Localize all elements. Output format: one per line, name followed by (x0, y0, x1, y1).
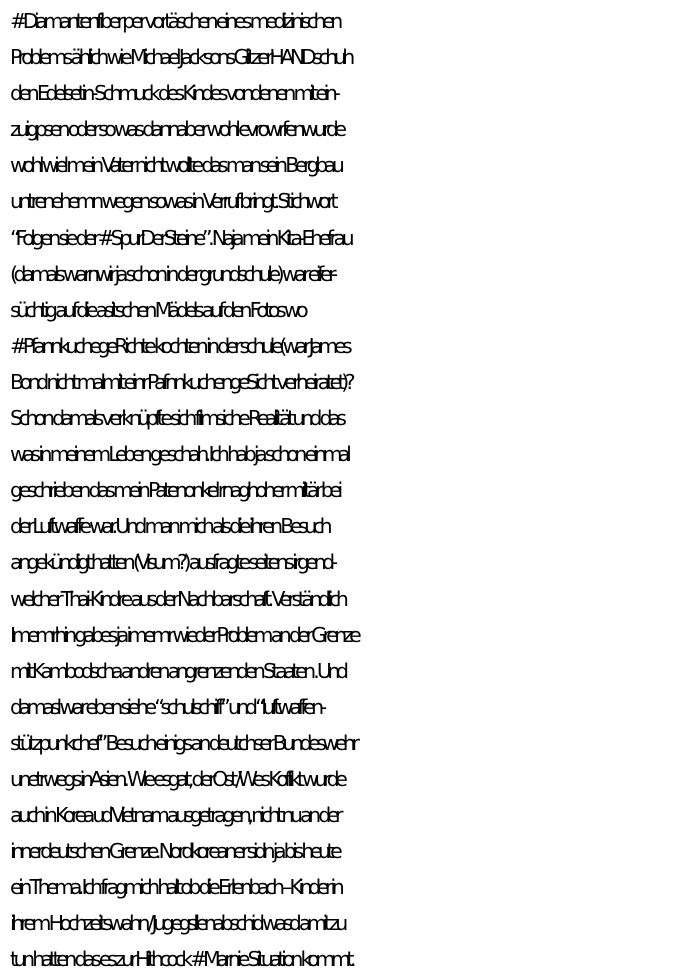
text-line: #Diamantenfiber per vortäschen eines medizinischen (10, 9, 339, 33)
text-line: was in meinem Leben geschah. Ich hab ja schon einmal (10, 442, 348, 467)
text-line: Imemrhin gabes ja imemr wieder Problem an der Grenze (10, 622, 358, 647)
text-line: auch in Korea ud Vietnam ausgetragen, nicht nu an der (10, 803, 339, 828)
text-line: zuigpsen oder so was dannaber wohl evrowrfenwurde (10, 117, 343, 142)
text-line: unetrwegs inAsien. Wie esgat, derOst /Wes Koflikt wurde (10, 766, 344, 791)
text-line: ihrem Hochzeitswahn / Jugegsllenabschid wasd amit zu (10, 911, 344, 936)
text-line: tun hatten das es zur Hithcock #Marnie Situation kommt. (10, 947, 353, 972)
text-line: (damals warnwir ja schon in der grundschule) war eifer- (10, 261, 334, 286)
text-line: der Luftwaffe war. Und man mich als die ihren Besuch (10, 514, 329, 539)
text-line: Problems ählich wie Michael Jacksons GlitzerHANDschuh (10, 45, 351, 70)
text-line: süchtig auf die asitschen Mädels auf den Fotos wo (10, 297, 305, 322)
text-line: welcher Thai-Kindre aus der Nachbarschaft. Verständlich (10, 586, 345, 611)
text-line: angekündigt hatten (Visum?) ausfragte seitens irgend- (10, 550, 334, 575)
text-line: mit Kambodscha andren angrenzenden Staaten . Und (10, 658, 345, 683)
text-line: Schon damals verknüpfte sich filmsiche Realität und das (10, 406, 343, 431)
text-line: damasl war eben siehe “schulschiff” und “luftwaffen- (10, 694, 323, 719)
text-line: “Folgen sie der #SpurDerSteine”. Naja mein Kita-Ehefrau (10, 225, 351, 250)
text-line: stützpunkchef” Besuch einigs an deutchser Bundeswehr (10, 730, 356, 755)
text-line: geschrieben das mein Patenonkel rnaghoher miltär bei (10, 478, 339, 503)
text-line: ein Thema. Ich fragmich halt ob die Erlenbach – Kinder in (10, 875, 341, 900)
document-page (10, 3, 682, 978)
text-line: innerdeutschen Grenze. Nordkoreaner sidn ja bis heute (10, 839, 339, 864)
text-line: #PfannkuchegeRichte kochten in der schule(war James (10, 333, 349, 358)
text-line: Bond nicht malmit einr PafnnkuchengeSicht verheiratet)? (10, 369, 352, 394)
text-line: untrenehemn wegen sowas in Verruf bringt. Stichwort (10, 189, 335, 214)
text-line: den Edelsetin-Schmuck des Kindes vondenen mit ein- (10, 81, 337, 106)
text-line: wohl wiel mein Vater nicht wollte das man sein Bergbau (10, 153, 341, 178)
